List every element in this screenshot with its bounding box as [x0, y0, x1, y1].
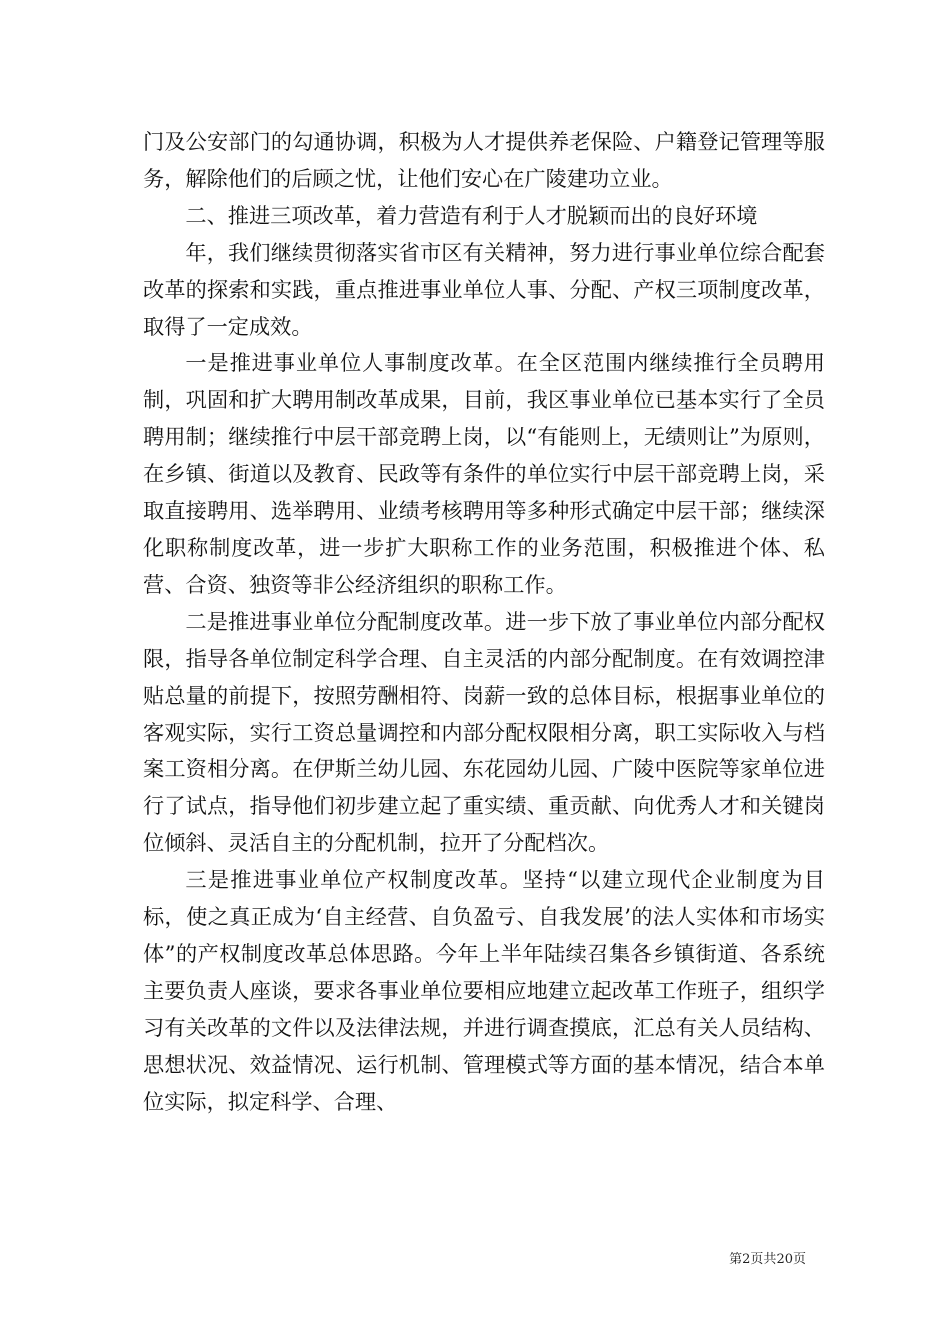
footer-total-pages: 20: [776, 1252, 793, 1267]
paragraph-3: 年，我们继续贯彻落实省市区有关精神，努力进行事业单位综合配套改革的探索和实践，重点推进事业单位人事、分配、产权三项制度改革，取得了一定成效。: [143, 239, 825, 339]
section-heading: 二、推进三项改革，着力营造有利于人才脱颖而出的良好环境: [185, 202, 758, 228]
page-footer: [0, 1248, 806, 1267]
paragraph-1: 门及公安部门的勾通协调，积极为人才提供养老保险、户籍登记管理等服务，解除他们的后顾之忧，让他们安心在广陵建功立业。: [143, 129, 825, 191]
paragraph-distribution-reform: 二是推进事业单位分配制度改革。进一步下放了事业单位内部分配权限，指导各单位制定科学合理、自主灵活的内部分配制度。在有效调控津贴总量的前提下，按照劳酬相符、岗薪一致的总体目标，根据事业单位的客观实际，实行工资总量调控和内部分配权限相分离，职工实际收入与档案工资相分离。在伊斯兰幼儿园、东花园幼儿园、广陵中医院等家单位进行了试点，指导他们初步建立起了重实绩、重贡献、向优秀人才和关键岗位倾斜、灵活自主的分配机制，拉开了分配档次。: [143, 608, 825, 856]
paragraph-property-reform: 三是推进事业单位产权制度改革。坚持“以建立现代企业制度为目标，使之真正成为‘自主经营、自负盈亏、自我发展’的法人实体和市场实体”的产权制度改革总体思路。今年上半年陆续召集各乡镇街道、各系统主要负责人座谈，要求各事业单位要相应地建立起改革工作班子，组织学习有关改革的文件以及法律法规，并进行调查摸底，汇总有关人员结构、思想状况、效益情况、运行机制、管理模式等方面的基本情况，结合本单位实际，拟定科学、合理、: [143, 867, 825, 1114]
document-body: [143, 124, 825, 1120]
footer-middle: 页共: [750, 1252, 777, 1267]
footer-suffix: 页: [792, 1252, 806, 1267]
paragraph-personnel-reform: 一是推进事业单位人事制度改革。在全区范围内继续推行全员聘用制，巩固和扩大聘用制改革成果，目前，我区事业单位已基本实行了全员聘用制；继续推行中层干部竞聘上岗，以“有能则上，无绩则让”为原则，在乡镇、街道以及教育、民政等有条件的单位实行中层干部竞聘上岗，采取直接聘用、选举聘用、业绩考核聘用等多种形式确定中层干部；继续深化职称制度改革，进一步扩大职称工作的业务范围，积极推进个体、私营、合资、独资等非公经济组织的职称工作。: [143, 350, 825, 597]
footer-prefix: 第: [729, 1252, 743, 1267]
footer-current-page: 2: [742, 1252, 751, 1267]
